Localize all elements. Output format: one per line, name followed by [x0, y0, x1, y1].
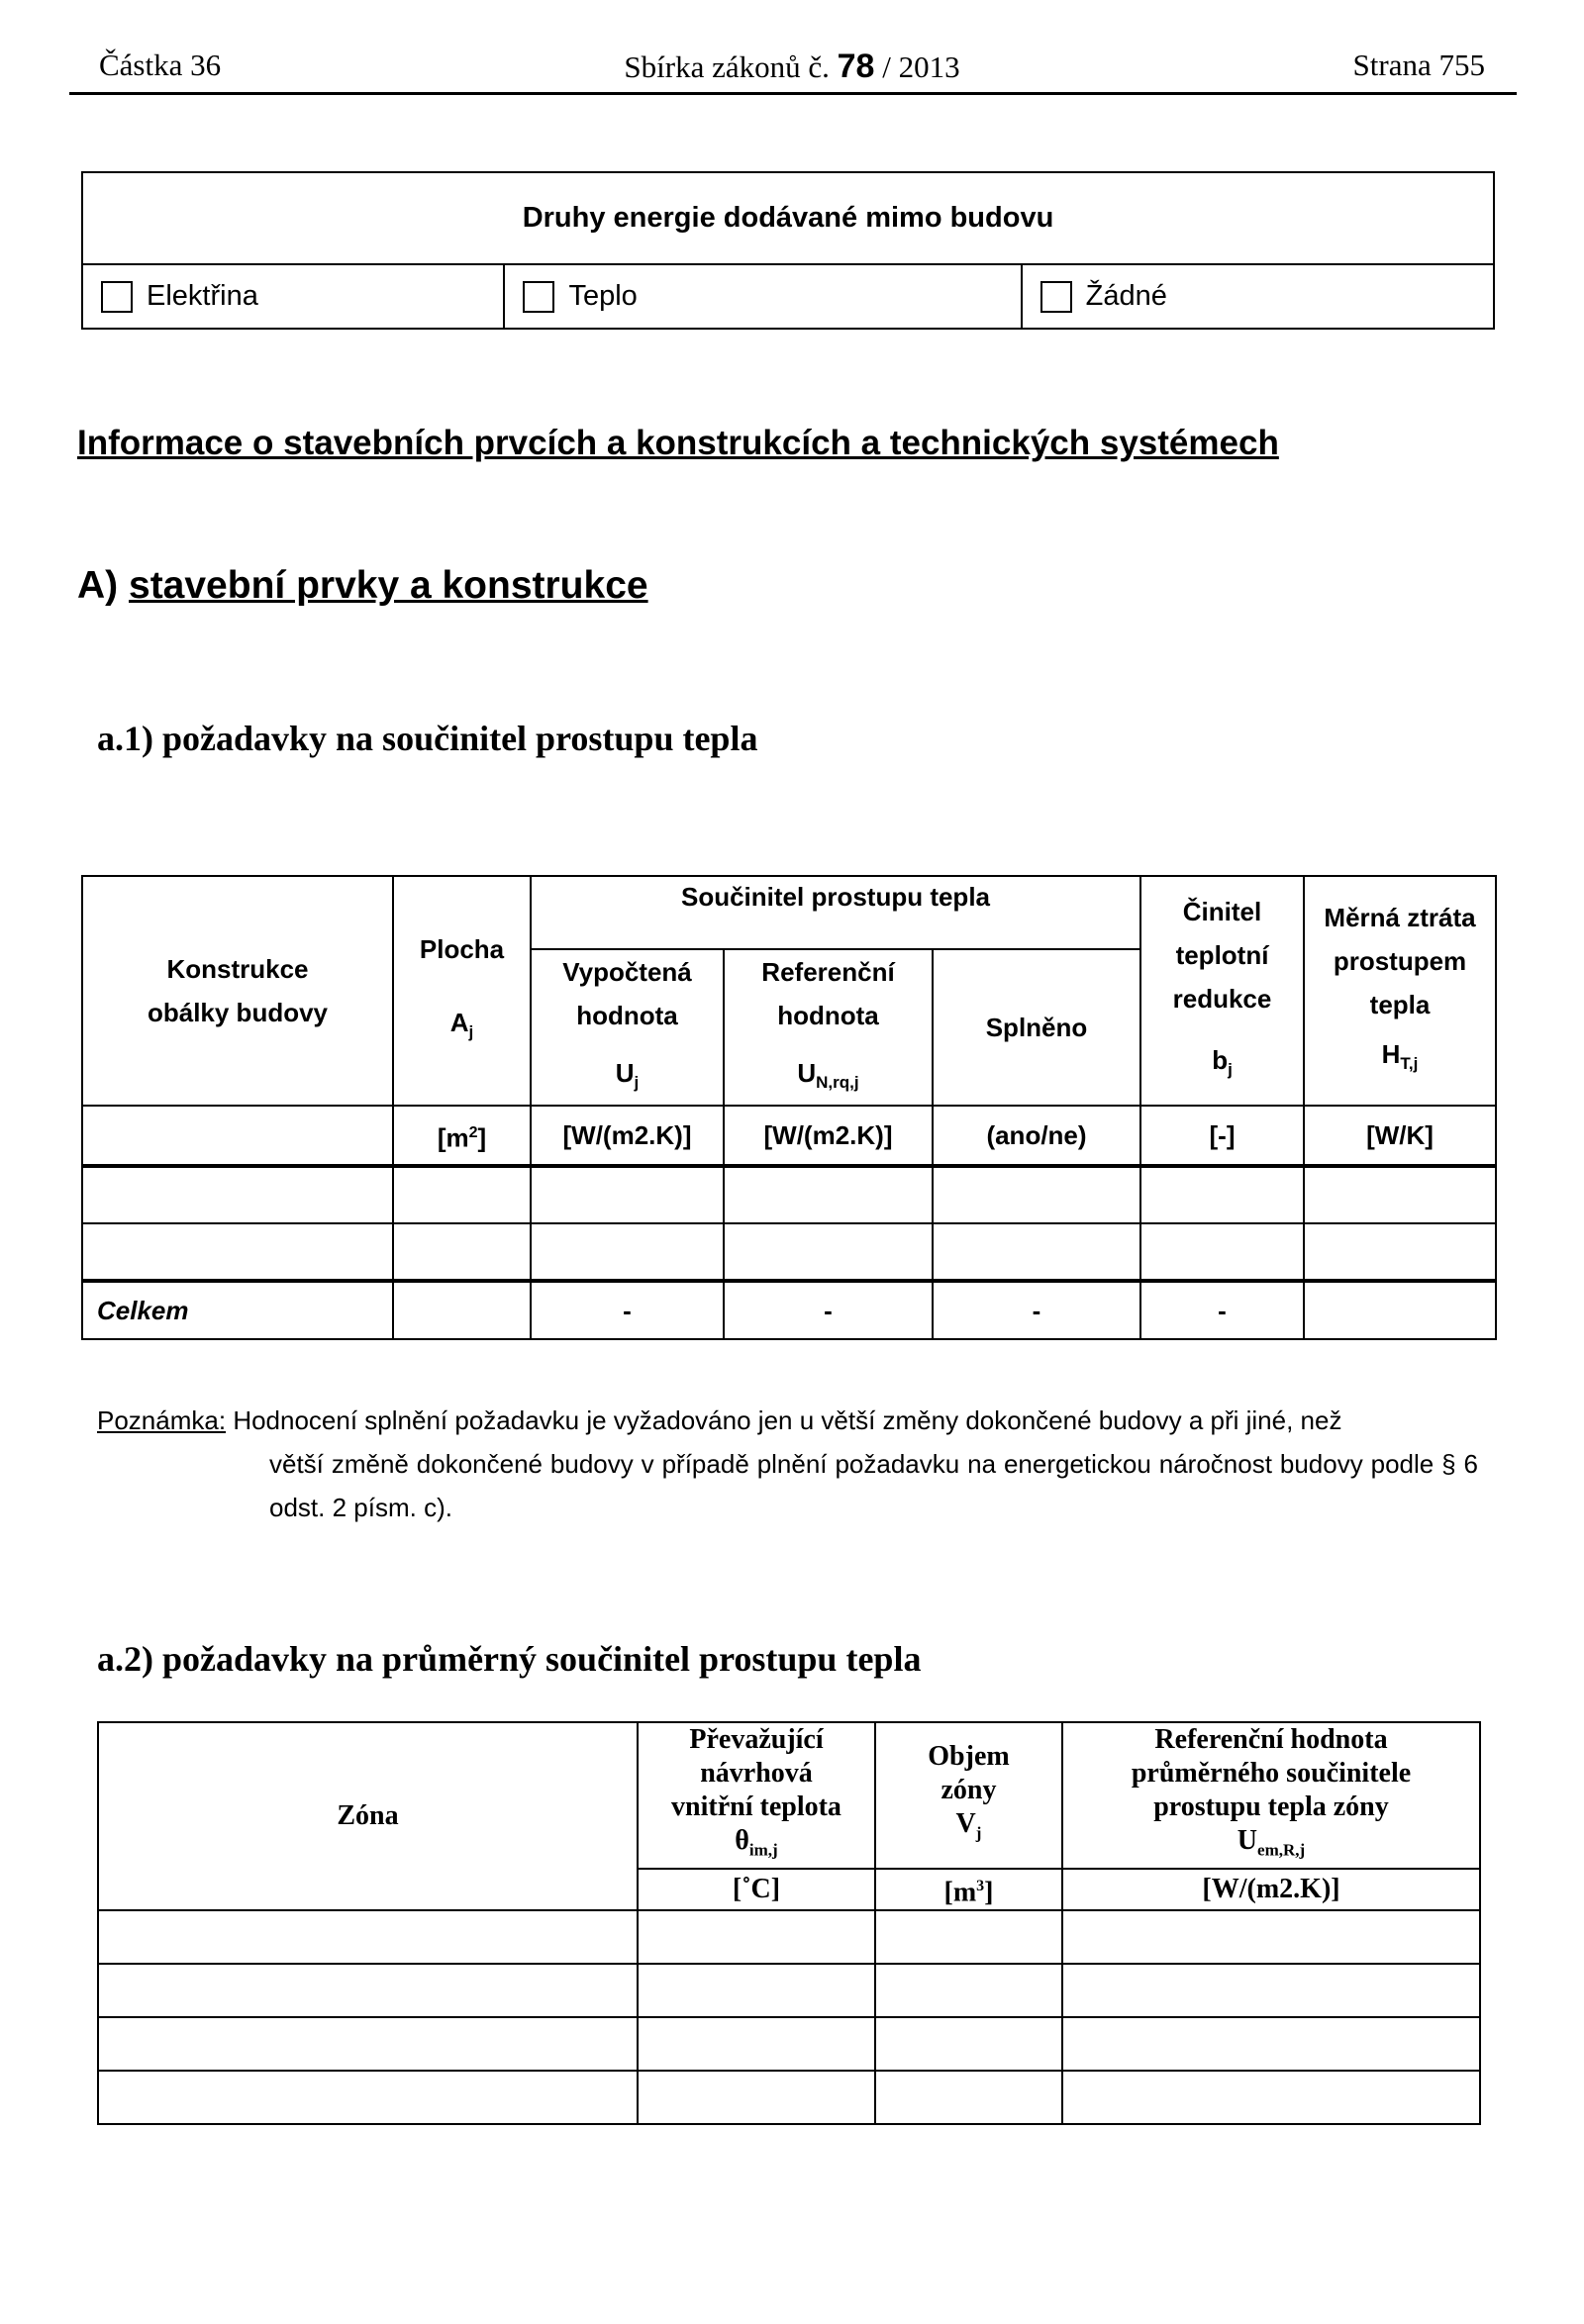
table-cell[interactable] [98, 2017, 638, 2071]
table-cell[interactable] [1062, 1964, 1480, 2017]
section-a-title: stavební prvky a konstrukce [129, 564, 648, 607]
unit-area-sup: 2 [468, 1123, 478, 1141]
energy-option-heat[interactable] [504, 264, 1021, 329]
table-row [98, 1910, 1480, 1964]
table-cell[interactable] [82, 1166, 393, 1223]
table-note [97, 1399, 1478, 1529]
ref-symbol: U [797, 1058, 817, 1088]
table-cell[interactable] [933, 1166, 1140, 1223]
uem-symbol: U [1237, 1825, 1258, 1856]
factor-symbol: b [1212, 1045, 1229, 1075]
table-row [82, 1223, 1496, 1281]
table-cell[interactable] [724, 1166, 933, 1223]
checkbox-icon[interactable] [1040, 281, 1072, 313]
table-cell[interactable] [393, 1223, 531, 1281]
note-text-line1: Hodnocení splnění požadavku je vyžadováno jen u větší změny dokončené budovy a při jiné, než [233, 1405, 1342, 1435]
loss-symbol: H [1381, 1039, 1401, 1069]
table-cell[interactable] [638, 1964, 875, 2017]
table-cell[interactable] [724, 1223, 933, 1281]
reference-label: Referenční hodnota [761, 957, 895, 1030]
table-cell[interactable] [1140, 1223, 1304, 1281]
header-divider [69, 92, 1517, 95]
energy-option-electricity[interactable] [82, 264, 504, 329]
subsection-heading-a2: a.2) požadavky na průměrný součinitel prostupu tepla [97, 1639, 922, 1679]
table-cell[interactable] [875, 2017, 1062, 2071]
unit-volume-base: [m [943, 1876, 977, 1907]
col-header-calculated [531, 949, 724, 1106]
col-header-area-label: Plocha [419, 934, 505, 964]
total-dash: - [724, 1281, 933, 1339]
table-cell[interactable] [638, 2071, 875, 2124]
theta-symbol: θ [735, 1825, 749, 1856]
header-page-number: Strana 755 [1352, 48, 1485, 82]
col-header-met: Splněno [933, 949, 1140, 1106]
header-collection-prefix: Sbírka zákonů č. [624, 49, 830, 84]
col-header-coefficient-group: Součinitel prostupu tepla [531, 876, 1140, 949]
table-cell[interactable] [1062, 2071, 1480, 2124]
table-row [98, 1964, 1480, 2017]
energy-option-none[interactable] [1022, 264, 1494, 329]
col-header-construction: Konstrukce obálky budovy [82, 876, 393, 1106]
col-header-zone: Zóna [98, 1722, 638, 1910]
loss-subscript: T,j [1400, 1054, 1419, 1074]
total-area-cell[interactable] [393, 1281, 531, 1339]
energy-option-label: Elektřina [147, 279, 258, 312]
subsection-heading-a1: a.1) požadavky na součinitel prostupu tepla [97, 719, 758, 758]
table-row [98, 2017, 1480, 2071]
unit-temperature: [˚C] [638, 1869, 875, 1910]
header-collection [0, 48, 1584, 86]
col-header-temperature [638, 1722, 875, 1869]
energy-option-label: Žádné [1085, 279, 1167, 312]
unit-factor: [-] [1140, 1106, 1304, 1166]
table-cell[interactable] [1062, 1910, 1480, 1964]
calc-subscript: j [634, 1073, 640, 1093]
total-row [82, 1281, 1496, 1339]
table-cell[interactable] [875, 1910, 1062, 1964]
note-text-continued: větší změně dokončené budovy v případě plnění požadavku na energetickou náročnost budovy podle § 6 odst. 2 písm. c). [269, 1449, 1478, 1522]
table-cell[interactable] [82, 1223, 393, 1281]
table-cell[interactable] [531, 1166, 724, 1223]
table-cell[interactable] [1140, 1166, 1304, 1223]
header-law-number: 78 [837, 48, 875, 85]
table-cell[interactable] [638, 1910, 875, 1964]
col-header-reference-average [1062, 1722, 1480, 1869]
section-a-prefix: A) [77, 564, 119, 607]
table-cell[interactable] [638, 2017, 875, 2071]
unit-area-base: [m [437, 1122, 469, 1153]
checkbox-icon[interactable] [523, 281, 554, 313]
table-cell[interactable] [875, 1964, 1062, 2017]
table-cell[interactable] [98, 1964, 638, 2017]
ref-subscript: N,rq,j [816, 1073, 859, 1093]
temperature-label: Převažující návrhová vnitřní teplota [671, 1724, 842, 1822]
unit-calculated: [W/(m2.K)] [531, 1106, 724, 1166]
energy-supply-table [81, 171, 1495, 330]
table-cell[interactable] [531, 1223, 724, 1281]
header-part: Částka 36 [99, 48, 222, 82]
calc-symbol: U [615, 1058, 635, 1088]
volume-subscript: j [975, 1823, 982, 1843]
energy-option-label: Teplo [568, 279, 638, 312]
table-cell[interactable] [875, 2071, 1062, 2124]
unit-volume-end: ] [984, 1876, 994, 1907]
table-row [82, 1166, 1496, 1223]
col-header-reduction-factor [1140, 876, 1304, 1106]
unit-reference: [W/(m2.K)] [724, 1106, 933, 1166]
unit-area-end: ] [477, 1122, 487, 1153]
col-header-heat-loss [1304, 876, 1496, 1106]
volume-label: Objem zóny [928, 1741, 1010, 1805]
col-header-area [393, 876, 531, 1106]
total-dash: - [1140, 1281, 1304, 1339]
total-label: Celkem [82, 1281, 393, 1339]
volume-symbol: V [955, 1808, 976, 1839]
reference-average-label: Referenční hodnota průměrného součinitele prostupu tepla zóny [1131, 1724, 1412, 1822]
table-cell[interactable] [98, 2071, 638, 2124]
unit-reference-average: [W/(m2.K)] [1062, 1869, 1480, 1910]
factor-subscript: j [1228, 1060, 1233, 1080]
table-cell[interactable] [933, 1223, 1140, 1281]
energy-table-title: Druhy energie dodávané mimo budovu [82, 172, 1494, 264]
col-header-volume [875, 1722, 1062, 1869]
header-year: / 2013 [882, 49, 960, 84]
table-cell[interactable] [98, 1910, 638, 1964]
u-value-requirements-table [81, 875, 1497, 1340]
unit-volume-sup: 3 [976, 1877, 985, 1894]
area-symbol: A [449, 1008, 469, 1037]
average-u-value-table [97, 1721, 1481, 2125]
table-cell[interactable] [1304, 1166, 1496, 1223]
heat-loss-label: Měrná ztráta prostupem tepla [1324, 903, 1476, 1019]
table-cell[interactable] [1062, 2017, 1480, 2071]
table-row [98, 2071, 1480, 2124]
unit-loss: [W/K] [1304, 1106, 1496, 1166]
note-label: Poznámka: [97, 1405, 227, 1435]
col-header-reference [724, 949, 933, 1106]
unit-cell-empty [82, 1106, 393, 1166]
unit-met: (ano/ne) [933, 1106, 1140, 1166]
unit-volume [875, 1869, 1062, 1910]
section-heading-a [77, 564, 648, 608]
section-heading-info: Informace o stavebních prvcích a konstrukcích a technických systémech [77, 424, 1279, 462]
table-cell[interactable] [1304, 1223, 1496, 1281]
area-subscript: j [468, 1022, 474, 1042]
uem-subscript: em,R,j [1257, 1840, 1306, 1860]
total-loss-cell[interactable] [1304, 1281, 1496, 1339]
calculated-label: Vypočtená hodnota [562, 957, 692, 1030]
table-cell[interactable] [393, 1166, 531, 1223]
reduction-factor-label: Činitel teplotní redukce [1172, 897, 1272, 1014]
total-dash: - [933, 1281, 1140, 1339]
unit-area [393, 1106, 531, 1166]
total-dash: - [531, 1281, 724, 1339]
theta-subscript: im,j [748, 1840, 778, 1860]
checkbox-icon[interactable] [101, 281, 133, 313]
